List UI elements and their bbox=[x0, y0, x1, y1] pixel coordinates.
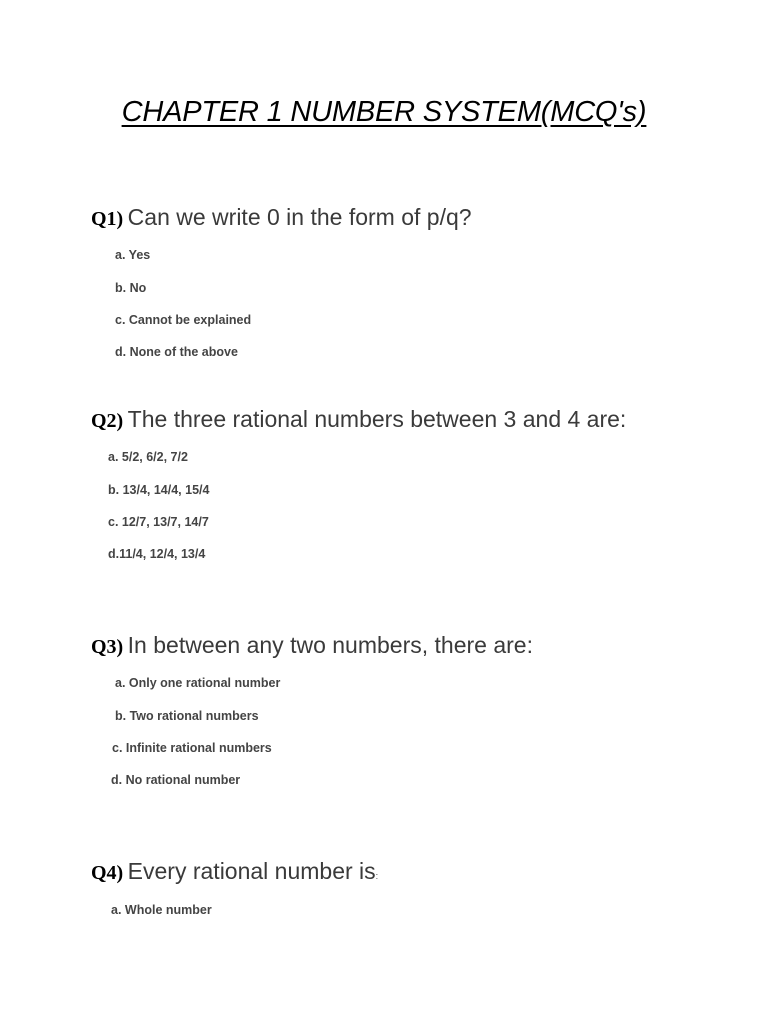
question-text: Every rational number is bbox=[127, 858, 376, 884]
question-1 bbox=[91, 204, 472, 231]
question-number: Q2) bbox=[91, 410, 124, 432]
option-c: c. Cannot be explained bbox=[115, 313, 252, 327]
question-text: Can we write 0 in the form of p/q? bbox=[127, 204, 472, 230]
option-b: b. No bbox=[115, 281, 147, 295]
option-a: a. Only one rational number bbox=[115, 676, 281, 690]
question-2 bbox=[91, 406, 626, 433]
question-text: In between any two numbers, there are: bbox=[127, 632, 533, 658]
question-number: Q3) bbox=[91, 636, 124, 658]
option-d: d. No rational number bbox=[111, 773, 241, 787]
question-number: Q4) bbox=[91, 862, 124, 884]
question-number: Q1) bbox=[91, 208, 124, 230]
question-3 bbox=[91, 632, 533, 659]
option-c: c. 12/7, 13/7, 14/7 bbox=[108, 515, 209, 529]
question-text-suffix: : bbox=[375, 871, 379, 881]
option-c: c. Infinite rational numbers bbox=[112, 741, 272, 755]
question-text: The three rational numbers between 3 and 4 are: bbox=[127, 406, 627, 432]
option-b: b. 13/4, 14/4, 15/4 bbox=[108, 483, 210, 497]
option-d: d.11/4, 12/4, 13/4 bbox=[108, 547, 206, 561]
option-a: a. Whole number bbox=[111, 903, 212, 917]
option-b: b. Two rational numbers bbox=[115, 709, 259, 723]
option-a: a. Yes bbox=[115, 248, 151, 262]
question-4 bbox=[91, 858, 378, 885]
option-d: d. None of the above bbox=[115, 345, 238, 359]
option-a: a. 5/2, 6/2, 7/2 bbox=[108, 450, 188, 464]
page-title: CHAPTER 1 NUMBER SYSTEM(MCQ's) bbox=[121, 96, 647, 128]
